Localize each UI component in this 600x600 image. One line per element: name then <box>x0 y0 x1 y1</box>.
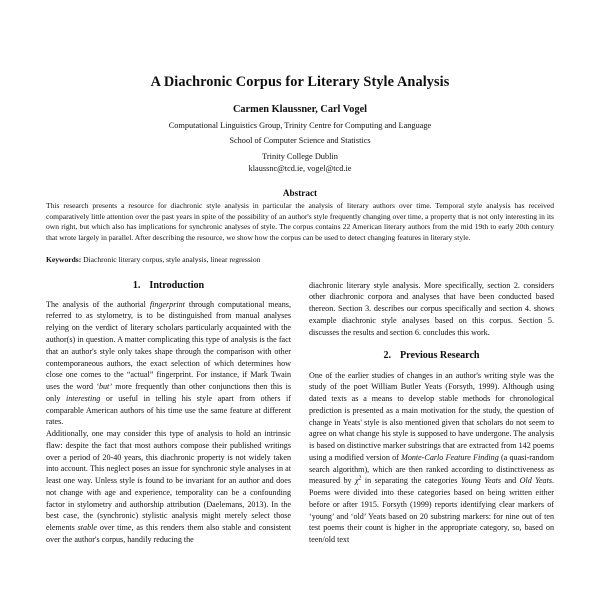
italic-old-yeats: Old Yeats <box>519 476 552 486</box>
italic-monte-carlo-feature-finding: Monte-Carlo Feature Finding <box>401 452 499 462</box>
abstract-text: This research presents a resource for diachronic style analysis in particular the analysis of literary authors over time. Temporal style analysis has received comparatively little attention over the past years in spite of the possibility of an author's style frequently changing over time, a property that is not only interesting in its own right, but which also has implications for synchronic analyses of style. The corpus contains 22 American literary authors from the mid 19th to early 20th century that wrote largely in parallel. After describing the resource, we show how the corpus can be used to detect changing features in literary style. <box>46 201 554 243</box>
text-run: in separating the categories <box>361 476 461 486</box>
italic-but: ‘but’ <box>96 382 112 392</box>
body-columns <box>46 280 554 546</box>
text-run: . Poems were divided into these categories based on being written either before or after 1915. Forsyth (1999) reports identifying clear markers of ‘young’ and ‘old’ Yeats based on 20 substring markers: for nine out of ten test poems their count is higher in the appropriate category, so, based on teen/old text <box>309 476 555 545</box>
keywords-text: Diachronic literary corpus, style analysis, linear regression <box>83 254 261 264</box>
text-run: or useful in telling his style apart from others if comparable American authors of his time use the same feature at different rates. <box>46 393 291 427</box>
affiliation-line-2: School of Computer Science and Statistics <box>229 136 371 146</box>
text-run: more frequently than other conjunctions then this is only <box>46 382 291 403</box>
text-run: The analysis of the authorial <box>46 299 150 309</box>
italic-young-yeats: Young Yeats <box>460 476 502 486</box>
text-run: and <box>501 476 520 486</box>
italic-stable: stable <box>77 523 97 533</box>
chi-symbol: χ <box>354 476 359 486</box>
right-column <box>309 280 554 546</box>
author-list: Carmen Klaussner, Carl Vogel <box>232 104 368 116</box>
paragraph-continued: diachronic literary style analysis. More specifically, section 2. considers other diachronic corpora and analyses that have been conducted based thereon. Section 3. describes our corpus specifically and section 4. shows example diachronic style analyses based on this corpus. Section 5. discusses the results and section 6. concludes this work. <box>309 280 554 337</box>
keywords-label: Keywords: <box>46 254 82 264</box>
chi-exponent: 2 <box>358 475 362 482</box>
keywords-line <box>46 255 554 266</box>
abstract-heading: Abstract <box>282 188 318 199</box>
text-run: through computational means, referred to as stylometry, is to be distinguished from manual analyses relying on the verdict of literary scholars particularly acquainted with the author(s) in question. A matter complicating this type of analysis is the fact that an author's style only takes shape through the comparison with other contemporaneous authors, the exact selection of which determines how close one comes to the “actual” fingerprint. For instance, if Mark Twain uses the word <box>46 299 291 392</box>
page-title: A Diachronic Corpus for Literary Style Analysis <box>150 74 450 90</box>
affiliation-line-3: Trinity College Dublin <box>262 151 338 161</box>
left-column <box>46 280 291 546</box>
text-run: Additionally, one may consider this type of analysis to hold an intrinsic flaw: despite the fact that most authors compose their published writings over a period of 20-40 years, this diachronic property is not widely taken into account. This neglect poses an issue for synchronic style analyses in at least one way. Unless style is found to be invariant for an author and does not change with age and experience, temporality can be a confounding factor in stylometry and authorship attribution (Daelemans, 2013). In the best case, the (synchronic) stylistic analysis might merely select those elements <box>46 429 291 533</box>
section-title: Introduction <box>149 279 205 291</box>
italic-fingerprint: fingerprint <box>149 299 185 309</box>
affiliation-line-1: Computational Linguistics Group, Trinity Centre for Computing and Language <box>168 121 432 131</box>
section-number: 2. <box>383 350 392 362</box>
author-emails: klaussnc@tcd.ie, vogel@tcd.ie <box>248 163 352 173</box>
text-run: (a quasi-random search algorithm), which are then ranked according to distinctiveness as measured by <box>309 452 554 486</box>
italic-interesting: interesting <box>65 393 101 403</box>
section-spacer <box>309 338 554 350</box>
paragraph-previous-research-1 <box>309 370 554 546</box>
section-title: Previous Research <box>400 350 480 362</box>
paragraph-intro-1 <box>46 299 291 428</box>
section-number: 1. <box>132 279 141 291</box>
section-heading-introduction <box>46 280 291 292</box>
paragraph-intro-2 <box>46 428 291 546</box>
text-run: One of the earlier studies of changes in an author's writing style was the study of the poet William Butler Yeats (Forsyth, 1999). Although using dated texts as a means to develop stable methods for chronological prediction is presented as a main motivation for the study, the question of change in Yeats' style is also mentioned given that scholars do not seem to agree on what change his style is supposed to have undergone. The analysis is based on distinctive marker substrings that are extracted from 142 poems using a modified version of <box>309 370 554 462</box>
section-heading-previous-research <box>309 350 554 362</box>
text-run: over time, as this renders them also stable and consistent over the author's corpus, handily reducing the <box>46 523 292 545</box>
